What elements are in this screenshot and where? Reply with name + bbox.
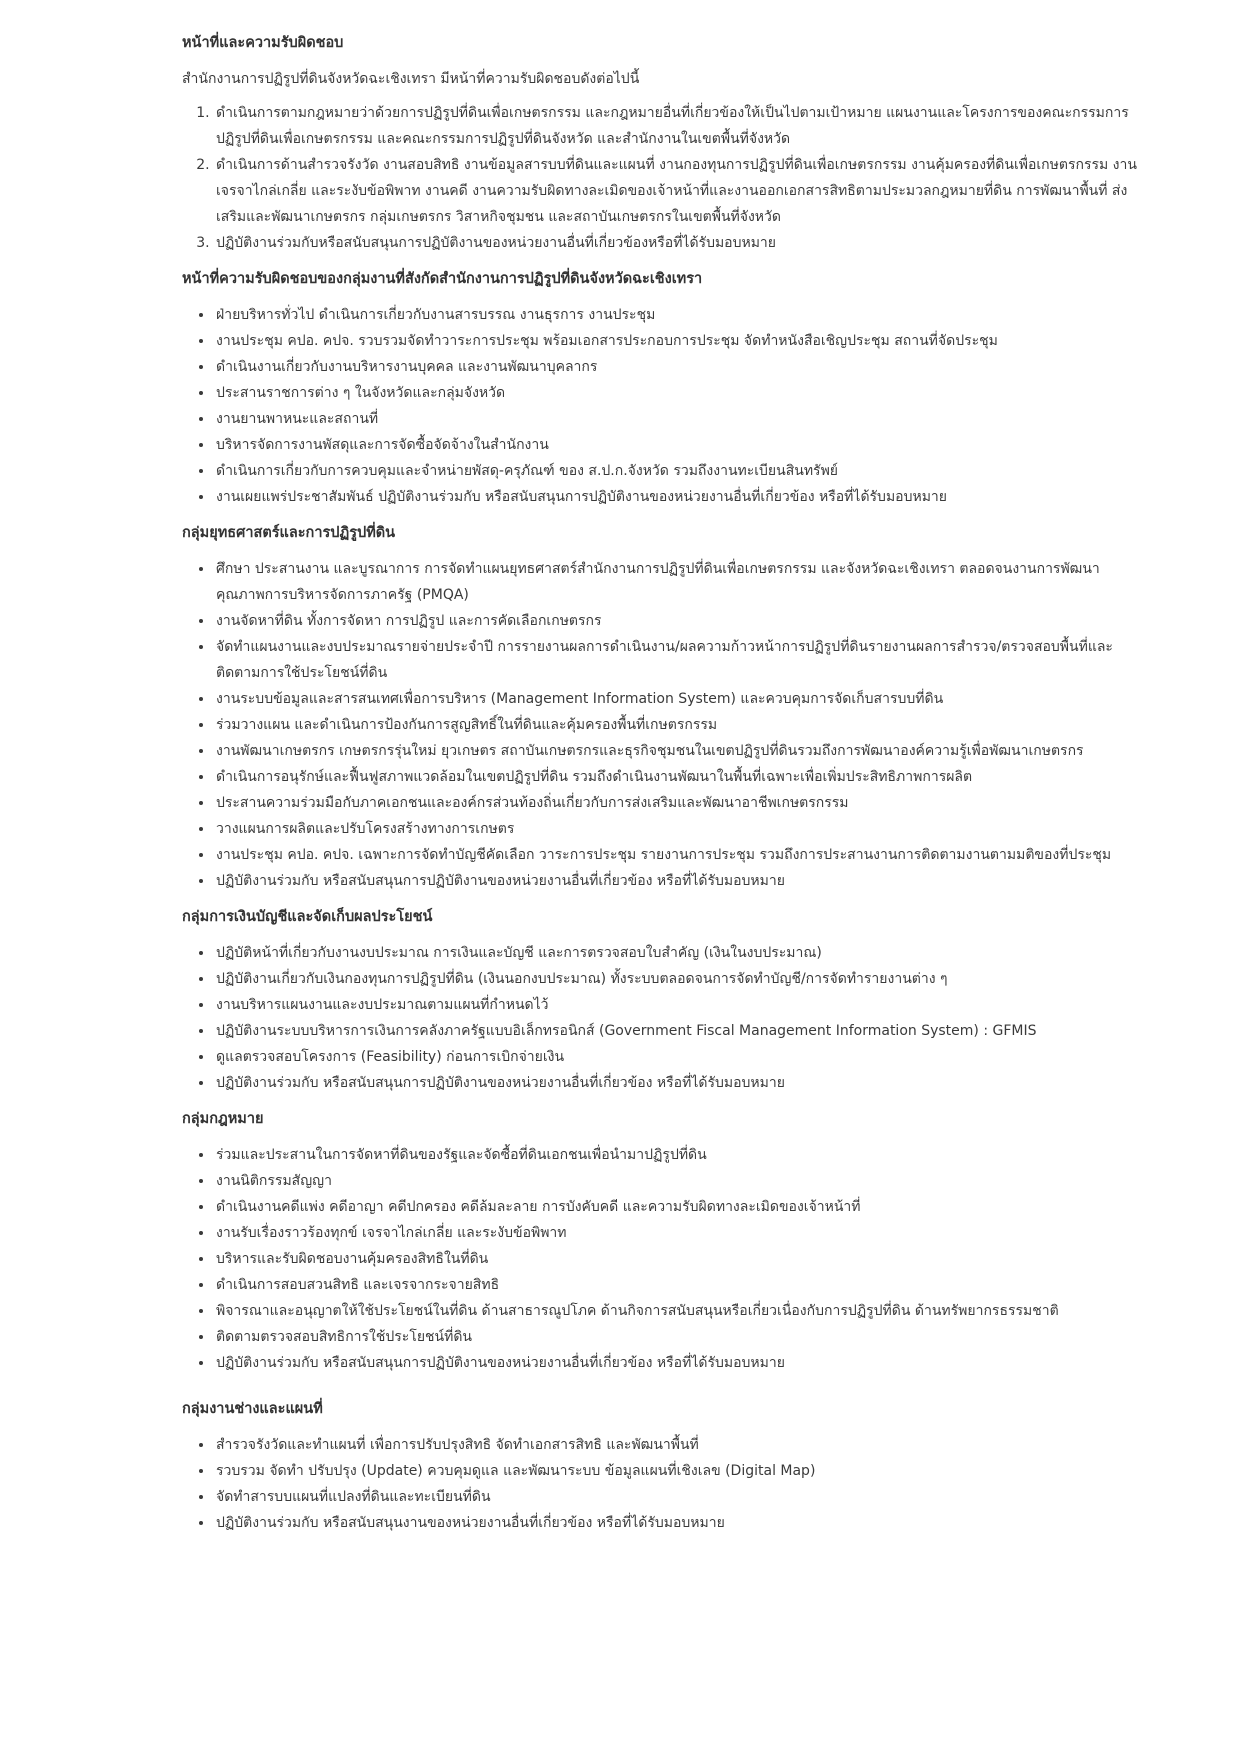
list-item: • ปฏิบัติงานร่วมกับ หรือสนับสนุนการปฏิบัติงานของหน่วยงานอื่นที่เกี่ยวข้อง หรือที่ได้รับมอบหมาย — [214, 868, 1142, 894]
general-admin-list — [182, 302, 1142, 510]
survey-heading: กลุ่มงานช่างและแผนที่ — [182, 1401, 323, 1417]
survey-list — [182, 1432, 1142, 1536]
list-item: • งานจัดหาที่ดิน ทั้งการจัดหา การปฏิรูป และการคัดเลือกเกษตรกร — [214, 608, 1142, 634]
list-item: • วางแผนการผลิตและปรับโครงสร้างทางการเกษตร — [214, 816, 1142, 842]
list-item: • ดำเนินการสอบสวนสิทธิ และเจรจากระจายสิทธิ — [214, 1272, 1142, 1298]
list-item: • งานรับเรื่องราวร้องทุกข์ เจรจาไกล่เกลี่ย และระงับข้อพิพาท — [214, 1220, 1142, 1246]
legal-heading: กลุ่มกฎหมาย — [182, 1111, 264, 1127]
list-item: • ประสานราชการต่าง ๆ ในจังหวัดและกลุ่มจังหวัด — [214, 380, 1142, 406]
list-item: • งานประชุม คปอ. คปจ. รวบรวมจัดทำวาระการประชุม พร้อมเอกสารประกอบการประชุม จัดทำหนังสือเชิญประชุม สถานที่จัดประชุม — [214, 328, 1142, 354]
duties-list — [182, 100, 1142, 256]
list-item: • ปฏิบัติงานร่วมกับ หรือสนับสนุนงานของหน่วยงานอื่นที่เกี่ยวข้อง หรือที่ได้รับมอบหมาย — [214, 1510, 1142, 1536]
list-item: • ปฏิบัติหน้าที่เกี่ยวกับงานงบประมาณ การเงินและบัญชี และการตรวจสอบใบสำคัญ (เงินในงบประมาณ) — [214, 940, 1142, 966]
list-item: • ดำเนินงานเกี่ยวกับงานบริหารงานบุคคล และงานพัฒนาบุคลากร — [214, 354, 1142, 380]
list-item: • ดำเนินการอนุรักษ์และฟื้นฟูสภาพแวดล้อมในเขตปฏิรูปที่ดิน รวมถึงดำเนินงานพัฒนาในพื้นที่เฉพาะเพื่อเพิ่มประสิทธิภาพการผลิต — [214, 764, 1142, 790]
list-item: • สำรวจรังวัดและทำแผนที่ เพื่อการปรับปรุงสิทธิ จัดทำเอกสารสิทธิ และพัฒนาพื้นที่ — [214, 1432, 1142, 1458]
list-item: 3. ปฏิบัติงานร่วมกับหรือสนับสนุนการปฏิบัติงานของหน่วยงานอื่นที่เกี่ยวข้องหรือที่ได้รับมอบหมาย — [214, 230, 1142, 256]
list-item: • บริหารและรับผิดชอบงานคุ้มครองสิทธิในที่ดิน — [214, 1246, 1142, 1272]
list-item: • งานยานพาหนะและสถานที่ — [214, 406, 1142, 432]
list-item: • ดำเนินการเกี่ยวกับการควบคุมและจำหน่ายพัสดุ-ครุภัณฑ์ ของ ส.ป.ก.จังหวัด รวมถึงงานทะเบียนสินทรัพย์ — [214, 458, 1142, 484]
document-content — [182, 30, 1142, 1546]
section-spacer — [182, 1386, 1142, 1396]
list-item: • จัดทำสารบบแผนที่แปลงที่ดินและทะเบียนที่ดิน — [214, 1484, 1142, 1510]
list-item: 1. ดำเนินการตามกฎหมายว่าด้วยการปฏิรูปที่ดินเพื่อเกษตรกรรม และกฎหมายอื่นที่เกี่ยวข้องให้เป็นไปตามเป้าหมาย แผนงานและโครงการของคณะกรรมการปฏิรูปที่ดินเพื่อเกษตรกรรม และคณะกรรมการปฏิรูปที่ดินจังหวัด และสำนักงานในเขตพื้นที่จังหวัด — [214, 100, 1142, 152]
list-item: • ศึกษา ประสานงาน และบูรณาการ การจัดทำแผนยุทธศาสตร์สำนักงานการปฏิรูปที่ดินเพื่อเกษตรกรรม และจังหวัดฉะเชิงเทรา ตลอดจนงานการพัฒนาคุณภาพการบริหารจัดการภาครัฐ (PMQA) — [214, 556, 1142, 608]
list-item: • ร่วมวางแผน และดำเนินการป้องกันการสูญสิทธิ์ในที่ดินและคุ้มครองพื้นที่เกษตรกรรม — [214, 712, 1142, 738]
list-item: • ดำเนินงานคดีแพ่ง คดีอาญา คดีปกครอง คดีล้มละลาย การบังคับคดี และความรับผิดทางละเมิดของเจ้าหน้าที่ — [214, 1194, 1142, 1220]
list-item: • บริหารจัดการงานพัสดุและการจัดซื้อจัดจ้างในสำนักงาน — [214, 432, 1142, 458]
list-item: • ติดตามตรวจสอบสิทธิการใช้ประโยชน์ที่ดิน — [214, 1324, 1142, 1350]
list-item: • ฝ่ายบริหารทั่วไป ดำเนินการเกี่ยวกับงานสารบรรณ งานธุรการ งานประชุม — [214, 302, 1142, 328]
list-item: • ปฏิบัติงานร่วมกับ หรือสนับสนุนการปฏิบัติงานของหน่วยงานอื่นที่เกี่ยวข้อง หรือที่ได้รับมอบหมาย — [214, 1350, 1142, 1376]
intro-text: สำนักงานการปฏิรูปที่ดินจังหวัดฉะเชิงเทรา มีหน้าที่ความรับผิดชอบดังต่อไปนี้ — [182, 71, 640, 87]
list-item: • งานพัฒนาเกษตรกร เกษตรกรรุ่นใหม่ ยุวเกษตร สถาบันเกษตรกรและธุรกิจชุมชนในเขตปฏิรูปที่ดินรวมถึงการพัฒนาองค์ความรู้เพื่อพัฒนาเกษตรกร — [214, 738, 1142, 764]
list-item: • ดูแลตรวจสอบโครงการ (Feasibility) ก่อนการเบิกจ่ายเงิน — [214, 1044, 1142, 1070]
list-item: • ปฏิบัติงานร่วมกับ หรือสนับสนุนการปฏิบัติงานของหน่วยงานอื่นที่เกี่ยวข้อง หรือที่ได้รับมอบหมาย — [214, 1070, 1142, 1096]
list-item: • ร่วมและประสานในการจัดหาที่ดินของรัฐและจัดซื้อที่ดินเอกชนเพื่อนำมาปฏิรูปที่ดิน — [214, 1142, 1142, 1168]
list-item: • พิจารณาและอนุญาตให้ใช้ประโยชน์ในที่ดิน ด้านสาธารณูปโภค ด้านกิจการสนับสนุนหรือเกี่ยวเนื่องกับการปฏิรูปที่ดิน ด้านทรัพยากรธรรมชาติ — [214, 1298, 1142, 1324]
list-item: • ปฏิบัติงานเกี่ยวกับเงินกองทุนการปฏิรูปที่ดิน (เงินนอกงบประมาณ) ทั้งระบบตลอดจนการจัดทำบัญชี/การจัดทำรายงานต่าง ๆ — [214, 966, 1142, 992]
list-item: • งานประชุม คปอ. คปจ. เฉพาะการจัดทำบัญชีคัดเลือก วาระการประชุม รายงานการประชุม รวมถึงการประสานงานการติดตามงานตามมติของที่ประชุม — [214, 842, 1142, 868]
list-item: • จัดทำแผนงานและงบประมาณรายจ่ายประจำปี การรายงานผลการดำเนินงาน/ผลความก้าวหน้าการปฏิรูปที่ดินรายงานผลการสำรวจ/ตรวจสอบพื้นที่และติดตามการใช้ประโยชน์ที่ดิน — [214, 634, 1142, 686]
page-heading: หน้าที่และความรับผิดชอบ — [182, 35, 344, 51]
list-item: • รวบรวม จัดทำ ปรับปรุง (Update) ควบคุมดูแล และพัฒนาระบบ ข้อมูลแผนที่เชิงเลข (Digital Map) — [214, 1458, 1142, 1484]
list-item: • งานบริหารแผนงานและงบประมาณตามแผนที่กำหนดไว้ — [214, 992, 1142, 1018]
strategy-list — [182, 556, 1142, 894]
list-item: 2. ดำเนินการด้านสำรวจรังวัด งานสอบสิทธิ งานข้อมูลสารบบที่ดินและแผนที่ งานกองทุนการปฏิรูปที่ดินเพื่อเกษตรกรรม งานคุ้มครองที่ดินเพื่อเกษตรกรรม งานเจรจาไกล่เกลี่ย และระงับข้อพิพาท งานคดี งานความรับผิดทางละเมิดของเจ้าหน้าที่และงานออกเอกสารสิทธิตามประมวลกฎหมายที่ดิน การพัฒนาพื้นที่ ส่งเสริมและพัฒนาเกษตรกร กลุ่มเกษตรกร วิสาหกิจชุมชน และสถาบันเกษตรกรในเขตพื้นที่จังหวัด — [214, 152, 1142, 230]
list-item: • ปฏิบัติงานระบบบริหารการเงินการคลังภาครัฐแบบอิเล็กทรอนิกส์ (Government Fiscal Management Information System) : GFMIS — [214, 1018, 1142, 1044]
list-item: • งานระบบข้อมูลและสารสนเทศเพื่อการบริหาร (Management Information System) และควบคุมการจัดเก็บสารบบที่ดิน — [214, 686, 1142, 712]
list-item: • งานนิติกรรมสัญญา — [214, 1168, 1142, 1194]
list-item: • ประสานความร่วมมือกับภาคเอกชนและองค์กรส่วนท้องถิ่นเกี่ยวกับการส่งเสริมและพัฒนาอาชีพเกษตรกรรม — [214, 790, 1142, 816]
finance-list — [182, 940, 1142, 1096]
groups-heading: หน้าที่ความรับผิดชอบของกลุ่มงานที่สังกัดสำนักงานการปฏิรูปที่ดินจังหวัดฉะเชิงเทรา — [182, 271, 703, 287]
finance-heading: กลุ่มการเงินบัญชีและจัดเก็บผลประโยชน์ — [182, 909, 433, 925]
strategy-heading: กลุ่มยุทธศาสตร์และการปฏิรูปที่ดิน — [182, 525, 396, 541]
legal-list — [182, 1142, 1142, 1376]
list-item: • งานเผยแพร่ประชาสัมพันธ์ ปฏิบัติงานร่วมกับ หรือสนับสนุนการปฏิบัติงานของหน่วยงานอื่นที่เกี่ยวข้อง หรือที่ได้รับมอบหมาย — [214, 484, 1142, 510]
